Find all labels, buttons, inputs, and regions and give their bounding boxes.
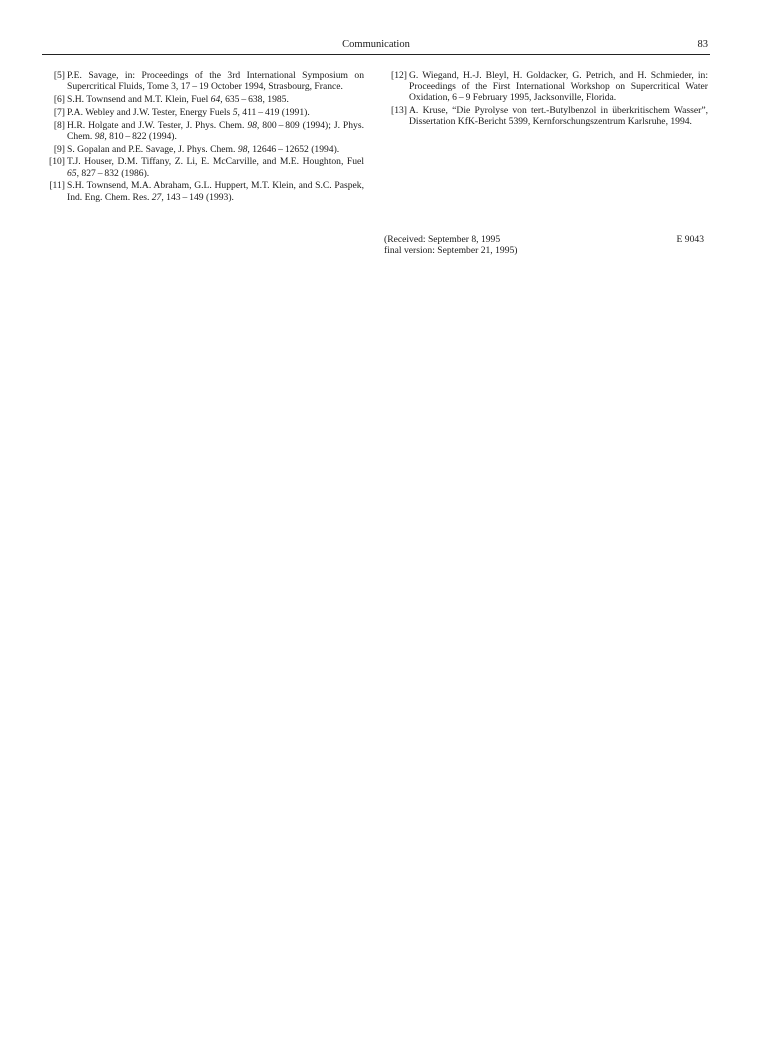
reference-item: [42, 107, 364, 118]
reference-text-part: , 827 – 832 (1986).: [76, 167, 150, 179]
reference-volume: 5: [232, 106, 238, 118]
reference-volume: 27: [151, 191, 162, 203]
reference-text: [67, 120, 364, 142]
reference-volume: 98: [237, 143, 248, 155]
final-version-date: final version: September 21, 1995): [384, 245, 518, 257]
reference-text: P.E. Savage, in: Proceedings of the 3rd International Symposium on Supercritical Fluids, Tome 3, 17 – 19 October 1994, Strasbourg, France.: [67, 70, 364, 93]
reference-text: [67, 94, 289, 105]
reference-item: [42, 94, 364, 105]
reference-text: G. Wiegand, H.-J. Bleyl, H. Goldacker, G. Petrich, and H. Schmieder, in: Proceedings of the First International Workshop on Supercritical Water Oxidation, 6 – 9 February 1995, Jacksonville, Florida.: [409, 70, 708, 104]
reference-item: [42, 180, 364, 202]
reference-volume: 65: [67, 167, 77, 179]
reference-text: [67, 144, 339, 155]
reference-item: [42, 144, 364, 155]
reference-number: [12]: [391, 70, 407, 81]
reference-text-part: P.A. Webley and J.W. Tester, Energy Fuels: [67, 106, 233, 118]
reference-volume: 64: [210, 94, 221, 105]
reference-text-part: , 635 – 638, 1985.: [220, 94, 289, 105]
reference-text-part: , 411 – 419 (1991).: [237, 106, 310, 118]
reference-text-part: , 143 – 149 (1993).: [161, 191, 234, 203]
reference-number: [9]: [53, 143, 65, 155]
reference-number: [13]: [391, 105, 407, 117]
reference-text-part: , 800 – 809 (1994); J. Phys. Chem.: [67, 119, 364, 142]
header-title: Communication: [342, 39, 410, 50]
reference-text-part: , 12646 – 12652 (1994).: [247, 143, 340, 155]
reference-text-part: S.H. Townsend and M.T. Klein, Fuel: [67, 94, 211, 105]
reference-number: [11]: [49, 180, 65, 192]
reference-list-right: [384, 70, 708, 129]
page-number: 83: [697, 39, 708, 50]
reference-volume: 98: [247, 119, 257, 131]
reference-item: [384, 70, 708, 104]
reference-item: [42, 70, 364, 92]
reference-text-part: H.R. Holgate and J.W. Tester, J. Phys. Chem.: [67, 119, 248, 131]
reference-volume: 98: [94, 130, 105, 142]
reference-item: [42, 120, 364, 142]
reference-text: [67, 107, 310, 118]
reference-text: A. Kruse, “Die Pyrolyse von tert.-Butylbenzol in überkritischem Wasser”, Dissertation KfK-Bericht 5399, Kernforschungszentrum Karlsruhe, 1994.: [409, 105, 708, 128]
reference-list-left: [42, 70, 364, 204]
reference-text: [67, 180, 364, 202]
reference-number: [10]: [49, 156, 65, 168]
reference-text-part: , 810 – 822 (1994).: [104, 130, 177, 142]
reference-text-part: T.J. Houser, D.M. Tiffany, Z. Li, E. McCarville, and M.E. Houghton, Fuel: [67, 156, 364, 168]
reference-text: [67, 156, 364, 178]
reference-number: [7]: [53, 106, 65, 118]
reference-text-part: S.H. Townsend, M.A. Abraham, G.L. Huppert, M.T. Klein, and S.C. Paspek, Ind. Eng. Chem. Res.: [67, 180, 364, 203]
received-dates: [384, 234, 708, 256]
reference-item: [42, 156, 364, 178]
reference-number: [8]: [53, 119, 65, 131]
reference-number: [6]: [53, 94, 65, 105]
received-date: (Received: September 8, 1995: [384, 234, 501, 245]
reference-item: [384, 105, 708, 127]
reference-text-part: S. Gopalan and P.E. Savage, J. Phys. Chem.: [67, 143, 238, 155]
manuscript-code: E 9043: [676, 234, 704, 245]
reference-number: [5]: [53, 70, 65, 81]
running-header: [42, 38, 710, 55]
